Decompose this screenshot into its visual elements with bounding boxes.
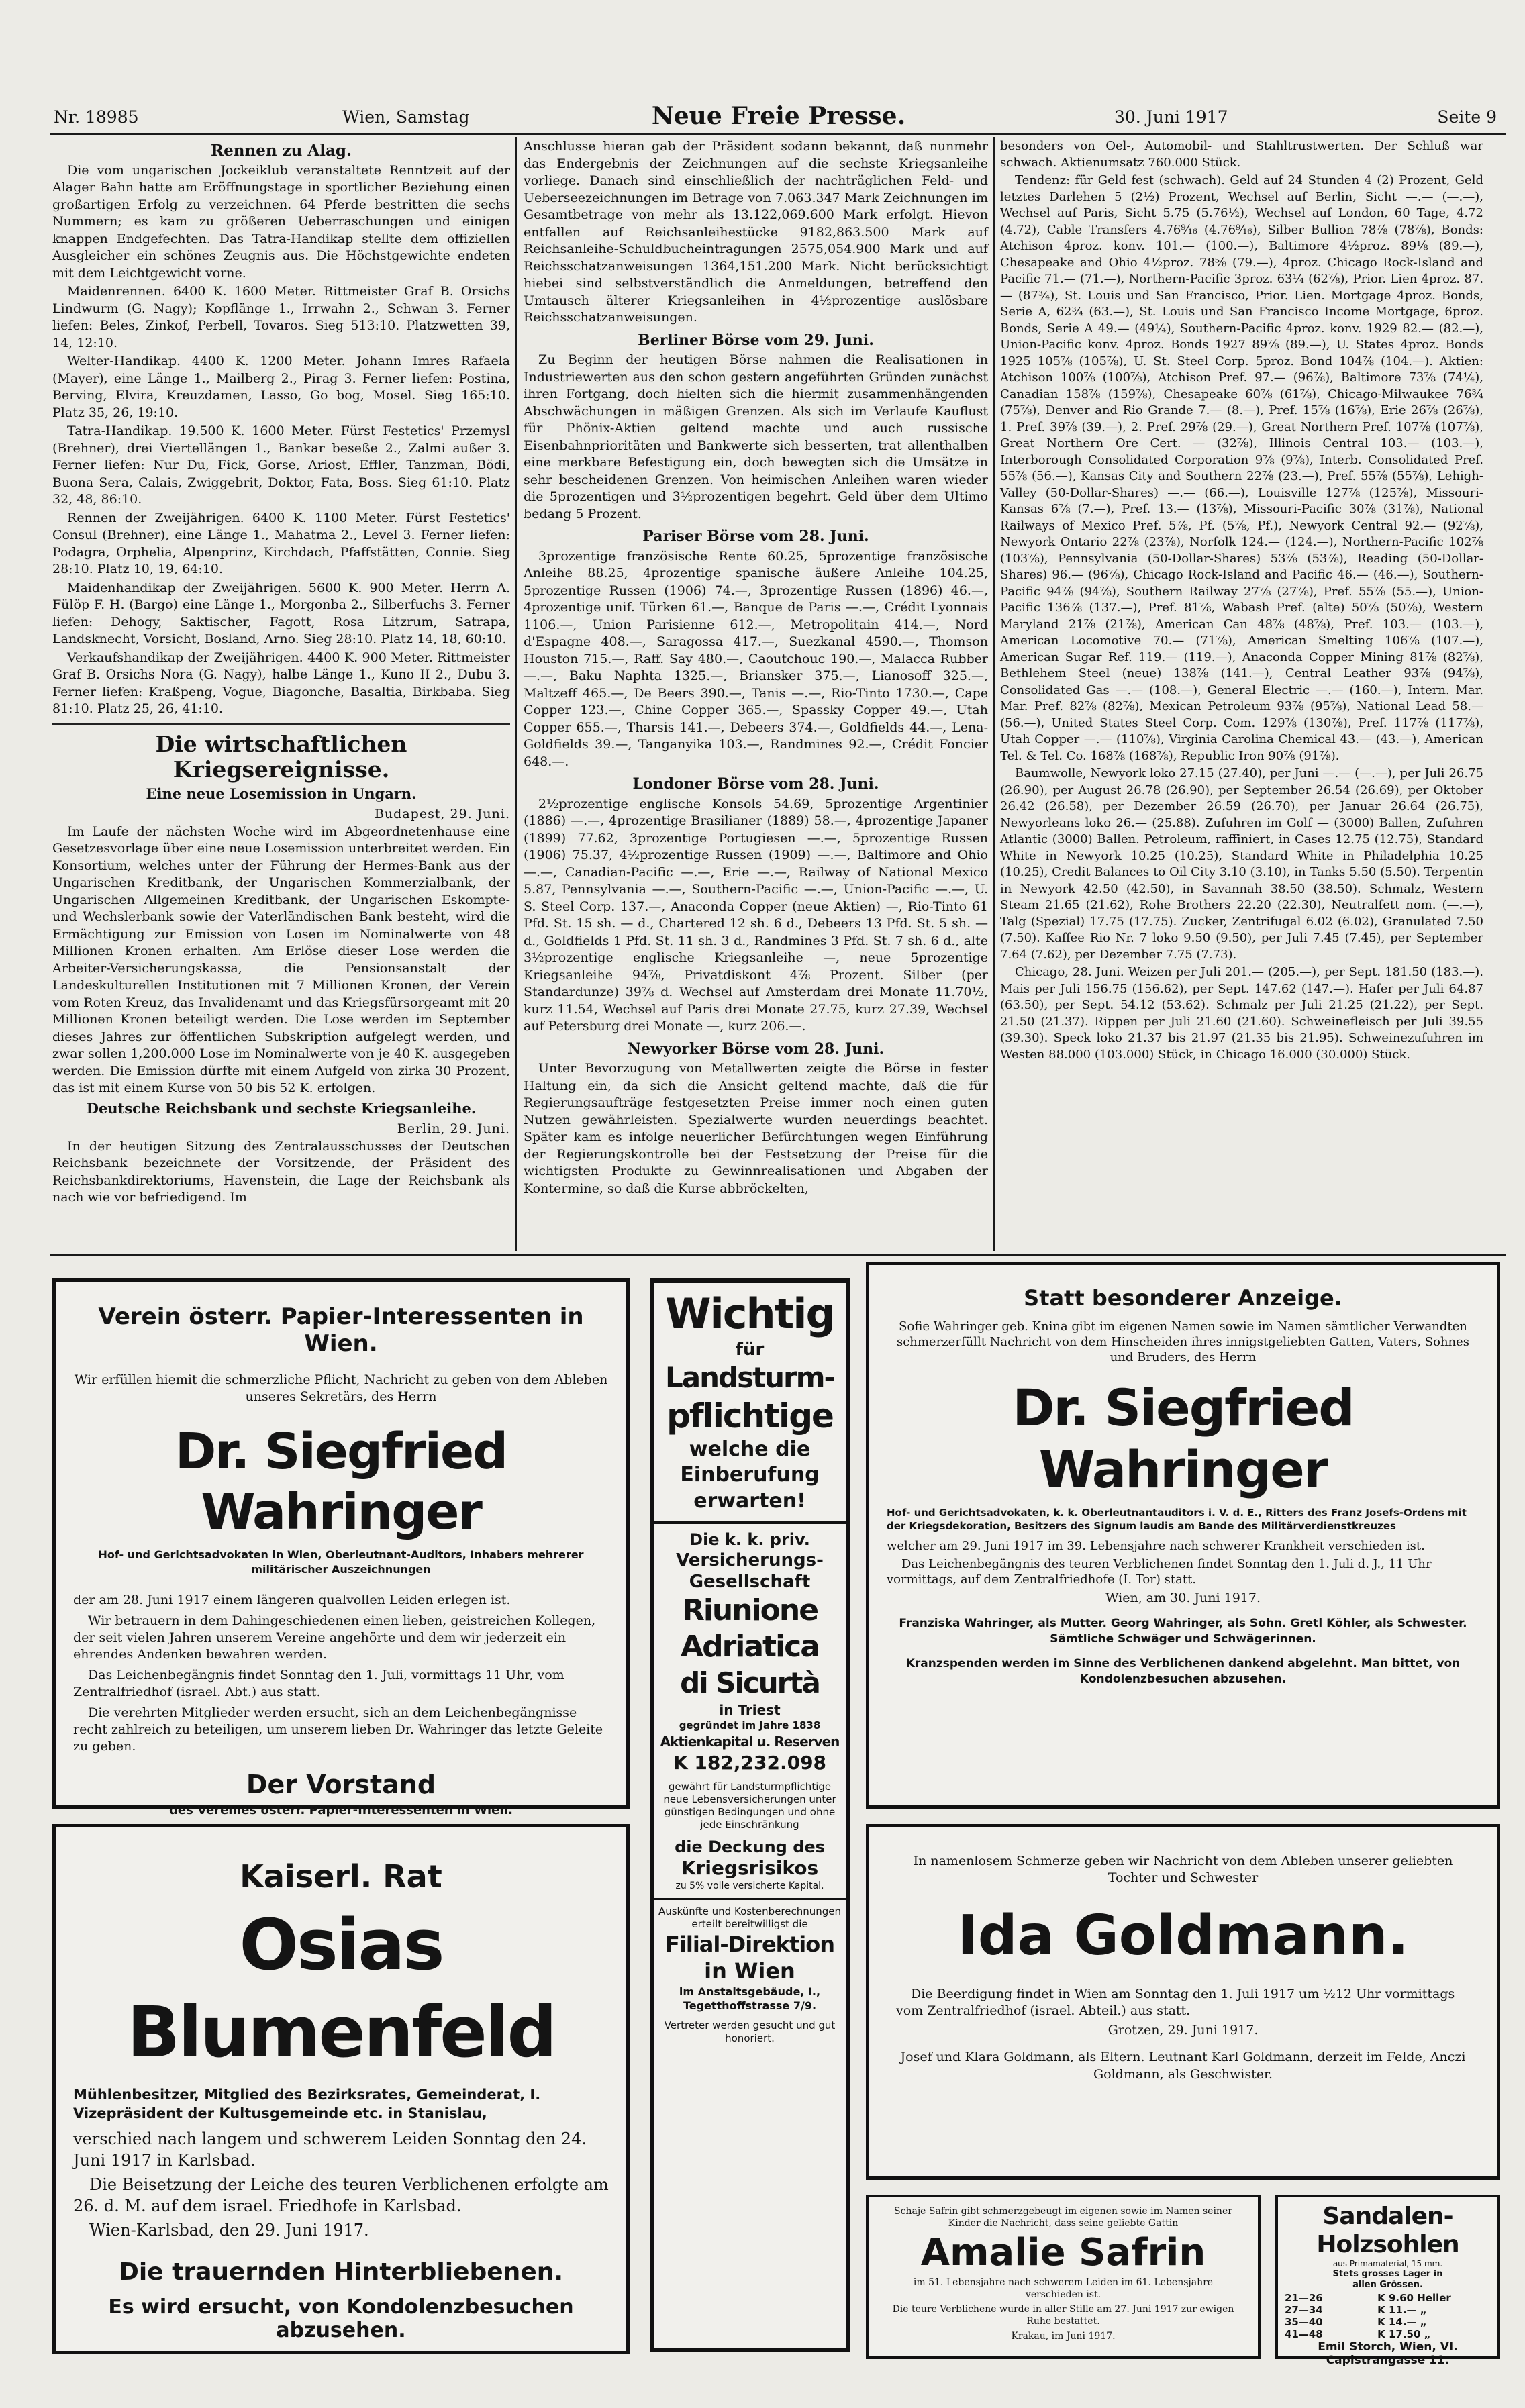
price-size: 41—48 — [1285, 2328, 1323, 2340]
notice-request: Kranzspenden werden im Sinne des Verblichenen dankend abgelehnt. Man bittet, von Kondolenzbesuchen abzusehen. — [905, 1657, 1461, 1686]
price-row — [1285, 2304, 1491, 2316]
notice-died: der am 28. Juni 1917 einem längeren qualvollen Leiden erlegen ist. — [73, 1593, 511, 1607]
ad-text: welche die — [689, 1438, 811, 1461]
ad-text: die Deckung des — [675, 1838, 825, 1856]
notice-title: Statt besonderer Anzeige. — [1024, 1285, 1342, 1311]
notice-text: im 51. Lebensjahre nach schwerem Leiden im 61. Lebensjahre verschieden ist. — [913, 2277, 1214, 2300]
notice-signature: Der Vorstand — [246, 1770, 436, 1799]
price-size: 27—34 — [1285, 2304, 1323, 2316]
notice-title: Verein österr. Papier-Interessenten in Wien. — [98, 1303, 584, 1357]
notice-text: verschied nach langem und schwerem Leiden Sonntag den 24. Juni 1917 in Karlsbad. — [73, 2129, 587, 2170]
notice-died: welcher am 29. Juni 1917 im 39. Lebensjahre nach schwerer Krankheit verschieden ist. — [887, 1539, 1425, 1553]
notice-place: Grotzen, 29. Juni 1917. — [1108, 2023, 1259, 2038]
sandals-ad — [1275, 2195, 1500, 2367]
deceased-role: Mühlenbesitzer, Mitglied des Bezirksrates, Gemeinderat, I. Vizepräsident der Kultusgemeinde etc. in Stanislau, — [73, 2087, 541, 2121]
price-row — [1285, 2292, 1491, 2304]
paragraph: Tendenz: für Geld fest (schwach). Geld auf 24 Stunden 4 (2) Prozent, Geld letztes Darlehen 5 (2½) Prozent, Wechsel auf Berlin, Sicht —.— (—.—), Wechsel auf Paris, Sicht 5.75 (5.76½), Wechsel auf London, 60 Tage, 4.72 (4.72), Cable Transfers 4.76⁹⁄₁₆ (4.76⁹⁄₁₆), Silber Bullion 78⅞ (78⅞), Bonds: Atchison 4proz. konv. 101.— (100.—), Baltimore 4½proz. 89⅛ (89.—), Chesapeake and Ohio 4½proz. 78⅝ (79.—), 4proz. Chicago Rock-Island and Pacific 71.— (71.—), Northern-Pacific 3proz. 63¼ (62⅞), Prior. Lien 4proz. 87.— (87¾), St. Louis und San Francisco, Prior. Lien. Mortgage 4proz. Bonds, Serie A, 62¾ (63.—), St. Louis und San Francisco Income Mortgage, 6proz. Bonds, Serie A 49.— (49¼), Southern-Pacific 4proz. konv. 1929 82.— (82.—), Union-Pacific konv. 4proz. Bonds 1927 89⅞ (89.—), U. States 4proz. Bonds 1925 105⅞ (105⅞), U. St. Steel Corp. 5proz. Bond 104⅞ (104.—). Aktien: Atchison 100⅞ (100⅞), Atchison Pref. 97.— (96⅞), Baltimore 73⅞ (74¼), Canadian 158⅞ (159⅞), Chesapeake 60⅞ (61⅞), Chicago-Milwaukee 76¾ (75⅞), Denver and Rio Grande 7.— (8.—), Pref. 15⅞ (16⅞), Erie 26⅞ (26⅞), 1. Pref. 39⅞ (39.—), 2. Pref. 29⅞ (29.—), Great Northern Pref. 107⅞ (107⅞), Great Northern Ore Cert. — (32⅞), Illinois Central 103.— (103.—), Interborough Consolidated Corporation 9⅞ (9⅞), Interb. Consolidated Pref. 55⅞ (56.—), Kansas City and Southern 22⅞ (23.—), Pref. 55⅞ (55⅞), Lehigh-Valley (50-Dollar-Shares) —.— (66.—), Louisville 127⅞ (125⅞), Missouri-Kansas 6⅞ (7.—), Pref. 13.— (13⅞), Missouri-Pacific 30⅞ (31⅞), National Railways of Mexico Pref. 5⅞, Pf. (5⅞, Pf.), Newyork Central 92.— (92⅞), Newyork Ontario 22⅞ (23⅞), Norfolk 124.— (124.—), Northern-Pacific 102⅞ (103⅞), Pennsylvania (50-Dollar-Shares) 53⅞ (53⅞), Reading (50-Dollar-Shares) 96.— (96⅞), Chicago Rock-Island and Pacific 46.— (46.—), Southern-Pacific 94⅞ (94⅞), Southern Railway 27⅞ (27⅞), Pref. 55⅞ (55.—), Union-Pacific 136⅞ (137.—), Pref. 81⅞, Wabash Pref. (alte) 50⅞ (50⅞), Western Maryland 21⅞ (21⅞), American Can 48⅞ (48⅞), Pref. 103.— (103.—), American Locomotive 70.— (71⅞), American Smelting 106⅞ (107.—), American Sugar Ref. 119.— (119.—), Anaconda Copper Mining 81⅞ (82⅞), Bethlehem Steel (neue) 138⅞ (141.—), Central Leather 93⅞ (94⅞), Consolidated Gas —.— (108.—), General Electric —.— (160.—), Intern. Mar. Mar. Pref. 82⅞ (82⅞), Mexican Petroleum 93⅞ (95⅞), National Lead 58.— (56.—), United States Steel Corp. Com. 129⅞ (130⅞), Pref. 117⅞ (117⅞), Utah Copper —.— (110⅞), Virginia Carolina Chemical 43.— (43.—), American Tel. & Tel. Co. 168⅞ (168⅞), Republic Iron 90⅞ (91⅞). — [1000, 173, 1483, 763]
ad-text: erwarten! — [693, 1489, 806, 1513]
death-notice-goldmann — [866, 1824, 1500, 2180]
article-title: Pariser Börse vom 28. Juni. — [642, 528, 869, 545]
ad-text: gewährt für Landsturmpflichtige neue Lebensversicherungen unter günstigen Bedingungen und ohne jede Einschränkung — [663, 1780, 836, 1831]
ad-text: Landsturm- — [665, 1361, 834, 1394]
ad-text: aus Primamaterial, 15 mm. — [1332, 2259, 1443, 2268]
ad-text: Stets grosses Lager in — [1332, 2269, 1443, 2279]
notice-place: Wien-Karlsbad, den 29. Juni 1917. — [89, 2221, 369, 2240]
paragraph: Baumwolle, Newyork loko 27.15 (27.40), per Juni —.— (—.—), per Juli 26.75 (26.90), per August 26.78 (26.90), per September 26.54 (26.69), per Oktober 26.42 (26.58), per Dezember 26.59 (26.70), per Januar 26.64 (26.75), Newyorleans loko 26.— (25.88). Zufuhren im Golf — (3000) Ballen, Zufuhren Atlantic (3000) Ballen. Petroleum, raffiniert, in Cases 12.75 (12.75), Standard White in Newyork 10.25 (10.25), Standard White in Philadelphia 10.25 (10.25), Credit Balances to Oil City 3.10 (3.10), in Tanks 5.50 (5.50). Terpentin in Newyork 42.50 (42.50), in Savannah 38.50 (38.50). Schmalz, Western Steam 21.65 (21.62), Rohe Brothers 22.20 (22.30), Neutralfett nom. (—.—), Talg (Spezial) 17.75 (17.75). Zucker, Zentrifugal 6.02 (6.02), Granulated 7.50 (7.50). Kaffee Rio Nr. 7 loko 9.50 (9.50), per Juli 7.45 (7.45), per September 7.64 (7.62), per Dezember 7.75 (7.73). — [1000, 766, 1483, 962]
article-title: Berliner Börse vom 29. Juni. — [638, 331, 874, 349]
article-subtitle: Deutsche Reichsbank und sechste Kriegsanleihe. — [86, 1099, 477, 1117]
ad-text: im Anstaltsgebäude, I., Tegetthoffstrasse 7/9. — [679, 1985, 821, 2012]
price-value: K 9.60 Heller — [1377, 2292, 1451, 2304]
ad-headline: Sandalen- — [1322, 2203, 1453, 2230]
death-notice-blumenfeld — [52, 1824, 630, 2354]
notice-family: Franziska Wahringer, als Mutter. Georg Wahringer, als Sohn. Gretl Köhler, als Schwester. Sämtliche Schwäger und Schwägerinnen. — [899, 1617, 1467, 1646]
paragraph: Tatra-Handikap. 19.500 K. 1600 Meter. Fürst Festetics' Przemysl (Brehner), drei Viertellängen 1., Bankar beseße 2., Zalmi außer 3. Ferner liefen: Nur Du, Fick, Gorse, Ariost, Effler, Tanzman, Bödi, Buona Sera, Calais, Zwiggebrit, Doktor, Fata, Boss. Sieg 61:10. Platz 32, 48, 86:10. — [52, 423, 510, 507]
ad-text: Einberufung — [680, 1463, 820, 1487]
notice-mourn: Wir betrauern in dem Dahingeschiedenen einen lieben, geistreichen Kollegen, der seit vielen Jahren unserem Vereine angehörte und dem wir jederzeit ein ehrendes Andenken bewahren werden. — [73, 1613, 596, 1662]
paragraph: Chicago, 28. Juni. Weizen per Juli 201.— (205.—), per Sept. 181.50 (183.—). Mais per Juli 156.75 (156.62), per Sept. 147.62 (147.—). Hafer per Juli 64.87 (63.50), per Sept. 54.12 (53.62). Schmalz per Juli 21.25 (21.22), per Sept. 21.50 (21.37). Rippen per Juli 21.60 (21.60). Schweinefleisch per Juli 39.55 (39.30). Speck loko 21.37 bis 21.97 (21.35 bis 21.95). Schweinezufuhren im Westen 88.000 (103.000) Stück, in Chicago 16.000 (30.000) Stück. — [1000, 965, 1483, 1062]
company-name: di Sicurtà — [680, 1666, 820, 1699]
paragraph: Maidenhandikap der Zweijährigen. 5600 K. 900 Meter. Herrn A. Fülöp F. H. (Bargo) eine Länge 1., Morgonba 2., Silberfuchs 3. Ferner liefen: Dehogy, Saktischer, Fagott, Rosa Litzrum, Satrapa, Landsknecht, Vorsicht, Bosland, Arno. Sieg 28:10. Platz 14, 18, 60:10. — [52, 580, 510, 646]
article-title: Rennen zu Alag. — [211, 142, 352, 160]
column-divider — [515, 137, 517, 1251]
price-size: 21—26 — [1285, 2292, 1323, 2304]
ad-firm: Emil Storch, Wien, VI. — [1318, 2340, 1458, 2354]
ad-text: Kriegsrisikos — [681, 1857, 819, 1879]
ad-text: Aktienkapital u. Reserven — [660, 1734, 840, 1750]
deceased-name: Dr. Siegfried Wahringer — [1012, 1378, 1354, 1499]
notice-funeral: Das Leichenbegängnis des teuren Verblichenen findet Sonntag den 1. Juli d. J., 11 Uhr vormittags, auf dem Zentralfriedhofe (I. Tor) statt. — [887, 1557, 1432, 1587]
notice-intro: In namenlosem Schmerze geben wir Nachricht von dem Ableben unserer geliebten Tochter und Schwester — [913, 1854, 1453, 1885]
paragraph: In der heutigen Sitzung des Zentralausschusses der Deutschen Reichsbank bezeichnete der Vorsitzende, der Präsident des Reichsbankdirektoriums, Havenstein, die Lage der Reichsbank als nach wie vor befriedigend. Im — [52, 1138, 510, 1205]
price-value: K 11.— „ — [1377, 2304, 1427, 2316]
column-1 — [52, 138, 510, 1251]
ad-text: für — [735, 1340, 765, 1360]
paragraph: Zu Beginn der heutigen Börse nahmen die Realisationen in Industriewerten aus den schon gestern angeführten Gründen zunächst ihren Fortgang, doch hielten sich die hiermit zusammenhängenden Abschwächungen in mäßigen Grenzen. Als sich im Verlaufe Kauflust für Phönix-Aktien geltend machte und auch russische Eisenbahnprioritäten und Bankwerte sich besserten, trat allenthalben eine merkbare Befestigung ein, doch bewegten sich die Umsätze in sehr bescheidenen Grenzen. Von heimischen Anleihen waren wieder die 5prozentigen und 3½prozentigen begehrt. Geld über dem Ultimo bedang 5 Prozent. — [524, 352, 988, 521]
ad-text: Filial-Direktion — [665, 1932, 834, 1957]
notice-funeral: Die Beisetzung der Leiche des teuren Verblichenen erfolgte am 26. d. M. auf dem israel. Friedhofe in Karlsbad. — [73, 2175, 609, 2215]
price-row — [1285, 2328, 1491, 2340]
notice-funeral: Das Leichenbegängnis findet Sonntag den 1. Juli, vormittags 11 Uhr, vom Zentralfriedhof (israel. Abt.) aus statt. — [73, 1668, 564, 1699]
deceased-role: Hof- und Gerichtsadvokaten, k. k. Oberleutnantauditors i. V. d. E., Ritters des Franz Josefs-Ordens mit der Kriegsdekoration, Besitzers des Signum laudis am Bande des Militärverdienstkreuzes — [887, 1507, 1467, 1532]
deceased-name: Dr. Siegfried Wahringer — [175, 1423, 507, 1541]
notice-intro: Wir erfüllen hiemit die schmerzliche Pflicht, Nachricht zu geben von dem Ableben unseres Sekretärs, des Herrn — [74, 1372, 608, 1404]
ad-text: Versicherungs- — [676, 1550, 824, 1570]
column-2 — [524, 138, 988, 1251]
deceased-name: Osias Blumenfeld — [127, 1904, 555, 2073]
death-notice-family — [866, 1262, 1500, 1809]
paragraph: 3prozentige französische Rente 60.25, 5prozentige französische Anleihe 88.25, 4prozentige spanische äußere Anleihe 104.25, 5prozentige Russen (1906) 74.—, 3prozentige Russen (1896) 46.—, 4prozentige unif. Türken 61.—, Banque de Paris —.—, Crédit Lyonnais 1106.—, Union Parisienne 612.—, Metropolitain 414.—, Nord d'Espagne 408.—, Saragossa 417.—, Suezkanal 4590.—, Thomson Houston 715.—, Raff. Say 480.—, Caoutchouc 190.—, Malacca Rubber —.—, Baku Naphta 1325.—, Briansker 375.—, Lianosoff 325.—, Maltzeff 465.—, De Beers 390.—, Tanis —.—, Rio-Tinto 1730.—, Cape Copper 123.—, Chine Copper 365.—, Spassky Copper 49.—, Utah Copper 655.—, Tharsis 141.—, Debeers 374.—, Goldfields 44.—, Lena-Goldfields 39.—, Tanganyika 103.—, Randmines 92.—, Crédit Foncier 648.—. — [524, 548, 988, 769]
ad-text: in Wien — [704, 1958, 795, 1984]
paragraph: Unter Bevorzugung von Metallwerten zeigte die Börse in fester Haltung ein, da sich die Ansicht geltend machte, daß die für Regierungsaufträge festgesetzten Preise immer noch einen guten Nutzen gewährleisten. Spezialwerte wurden neuerdings beachtet. Später kam es infolge neuerlicher Befürchtungen wegen Einführung der Regierungskontrolle bei der Festsetzung der Preise für die wichtigsten Produkte zu Gewinnrealisationen und Abgaben der Kontermine, so daß die Kurse abbröckelten, — [524, 1061, 988, 1196]
company-name: Adriatica — [681, 1629, 819, 1664]
paragraph: Im Laufe der nächsten Woche wird im Abgeordnetenhause eine Gesetzesvorlage über eine neue Losemission unterbreitet werden. Ein Konsortium, welches unter der Führung der Hermes-Bank aus der Ungarischen Kreditbank, der Ungarischen Kommerzialbank, der Ungarischen Allgemeinen Kreditbank, der Ungarischen Eskompte- und Wechslerbank sowie der Vaterländischen Bank besteht, wird die Ermächtigung zur Emission von Losen im Nominalwerte von 48 Millionen Kronen erhalten. Am Erlöse dieser Lose werden die Arbeiter-Versicherungskassa, die Pensionsanstalt der Landeskulturellen Institutionen mit 7 Millionen Kronen, der Verein vom Roten Kreuz, das Invalidenamt und das Kriegsfürsorgeamt mit 20 Millionen Kronen beteiligt werden. Die Lose werden im September dieses Jahres zur öffentlichen Subskription aufgelegt werden, und zwar sollen 1,200.000 Lose im Nominalwerte von je 40 K. ausgegeben werden. Die Emission dürfte mit einem Aufgeld von zirka 30 Prozent, das ist mit einem Kurse von 50 bis 52 K. erfolgen. — [52, 823, 510, 1095]
ad-text: Vertreter werden gesucht und gut honoriert. — [664, 2019, 836, 2044]
notice-intro: Schaje Safrin gibt schmerzgebeugt im eigenen sowie im Namen seiner Kinder die Nachricht, dass seine geliebte Gattin — [894, 2206, 1232, 2229]
notice-request: Die verehrten Mitglieder werden ersucht, sich an dem Leichenbegängnisse recht zahlreich zu beteiligen, um unserem lieben Dr. Wahringer das letzte Geleite zu geben. — [73, 1705, 603, 1754]
notice-family: Josef und Klara Goldmann, als Eltern. Leutnant Karl Goldmann, derzeit im Felde, Anczi Goldmann, als Geschwister. — [900, 2050, 1466, 2082]
dateline: Berlin, 29. Juni. — [397, 1121, 510, 1136]
price-row — [1285, 2316, 1491, 2328]
notice-signature-sub: des Vereines österr. Papier-Interessenten in Wien. — [168, 1803, 513, 1817]
notice-signature: Die trauernden Hinterbliebenen. — [118, 2258, 564, 2286]
ad-text: gegründet im Jahre 1838 — [679, 1719, 821, 1732]
ad-text: Die k. k. priv. — [689, 1530, 810, 1549]
ad-text: Auskünfte und Kostenberechnungen erteilt bereitwilligst die — [658, 1905, 842, 1930]
page-number: Seite 9 — [1437, 107, 1497, 127]
ad-text: K 182,232.098 — [673, 1752, 827, 1774]
section-title: Die wirtschaftlichen Kriegsereignisse. — [155, 730, 407, 783]
paragraph: besonders von Oel-, Automobil- und Stahltrustwerten. Der Schluß war schwach. Aktienumsatz 760.000 Stück. — [1000, 139, 1483, 170]
paragraph: Welter-Handikap. 4400 K. 1200 Meter. Johann Imres Rafaela (Mayer), eine Länge 1., Mailberg 2., Pirag 3. Ferner liefen: Postina, Berving, Elvira, Kreuzdamen, Lasso, Go bog, Mosel. Sieg 165:10. Platz 35, 26, 19:10. — [52, 354, 510, 420]
issue-number: Nr. 18985 — [54, 107, 139, 127]
ad-text: in Triest — [719, 1702, 781, 1718]
price-size: 35—40 — [1285, 2316, 1323, 2328]
paragraph: Rennen der Zweijährigen. 6400 K. 1100 Meter. Fürst Festetics' Consul (Brehner), eine Länge 1., Mahatma 2., Level 3. Ferner liefen: Podagra, Orphelia, Alpenprinz, Kirchdach, Pfaffstätten, Connie. Sieg 28:10. Platz 10, 19, 64:10. — [52, 510, 510, 576]
ads-rule — [50, 1254, 1506, 1256]
article-title: Londoner Börse vom 28. Juni. — [632, 775, 879, 793]
dateline: Budapest, 29. Juni. — [374, 807, 510, 821]
price-value: K 17.50 „ — [1377, 2328, 1431, 2340]
article-title: Newyorker Börse vom 28. Juni. — [627, 1040, 885, 1058]
masthead: Neue Freie Presse. — [651, 102, 906, 130]
ad-headline: Holzsohlen — [1316, 2231, 1459, 2258]
death-notice-verein — [52, 1278, 630, 1817]
issue-day: Wien, Samstag — [342, 107, 470, 127]
article-subtitle: Eine neue Losemission in Ungarn. — [146, 785, 417, 802]
paragraph: Anschlusse hieran gab der Präsident sodann bekannt, daß nunmehr das Endergebnis der Zeichnungen auf die sechste Kriegsanleihe vorliege. Danach sind einschließlich der nachträglichen Feld- und Ueberseezeichnungen im Betrage von 7.063.347 Mark Zeichnungen im Gesamtbetrage von mehr als 13.122,069.600 Mark erfolgt. Hievon entfallen auf Reichsanleihestücke 9182,863.500 Mark auf Reichsanleihe-Schuldbucheintragungen 2575,054.900 Mark und auf Reichsschatzanweisungen 1364,151.200 Mark. Nicht berücksichtigt hiebei sind selbstverständlich die Anmeldungen, betreffend den Umtausch älterer Kriegsanleihen in 4½prozentige auslösbare Reichsschatzanweisungen. — [524, 139, 988, 325]
paragraph: Maidenrennen. 6400 K. 1600 Meter. Rittmeister Graf B. Orsichs Lindwurm (G. Nagy); Kopflänge 1., Irrwahn 2., Schwan 3. Ferner liefen: Beles, Zinkof, Perbell, Tovaros. Sieg 513:10. Platzwetten 39, 14, 12:10. — [52, 284, 510, 350]
ad-address: Capistrangasse 11. — [1326, 2354, 1450, 2367]
ad-text: pflichtige — [667, 1397, 833, 1436]
deceased-role: Hof- und Gerichtsadvokaten in Wien, Oberleutnant-Auditors, Inhabers mehrerer militärischer Auszeichnungen — [98, 1548, 584, 1576]
notice-intro: Sofie Wahringer geb. Knina gibt im eigenen Namen sowie im Namen sämtlicher Verwandten schmerzerfüllt Nachricht von dem Hinscheiden ihres innigstgeliebten Gatten, Vaters, Sohnes und Bruders, des Herrn — [896, 1319, 1470, 1364]
notice-funeral: Die teure Verblichene wurde in aller Stille am 27. Juni 1917 zur ewigen Ruhe bestattet. — [892, 2304, 1234, 2327]
ad-text: allen Grössen. — [1352, 2280, 1423, 2290]
notice-place: Krakau, im Juni 1917. — [1011, 2331, 1116, 2342]
deceased-name: Amalie Safrin — [920, 2231, 1206, 2274]
paragraph: Verkaufshandikap der Zweijährigen. 4400 K. 900 Meter. Rittmeister Graf B. Orsichs Nora (G. Nagy), halbe Länge 1., Kuno II 2., Dubu 3. Ferner liefen: Kraßpeng, Vogue, Biagonche, Basaltia, Birkbaba. Sieg 81:10. Platz 25, 26, 41:10. — [52, 650, 510, 716]
header-rule — [50, 133, 1506, 135]
price-value: K 14.— „ — [1377, 2316, 1427, 2328]
notice-title: Kaiserl. Rat — [240, 1858, 442, 1895]
column-3 — [1000, 138, 1483, 1251]
insurance-ad-riunione — [650, 1278, 850, 2352]
notice-place: Wien, am 30. Juni 1917. — [1105, 1591, 1261, 1605]
issue-date: 30. Juni 1917 — [1114, 107, 1228, 127]
paragraph: Die vom ungarischen Jockeiklub veranstaltete Renntzeit auf der Alager Bahn hatte am Eröffnungstage in sportlicher Beziehung einen großartigen Erfolg zu verzeichnen. 64 Pferde bestritten die sechs Nummern; es kam zu größeren Ueberraschungen und einigen knappen Endgefechten. Das Tatra-Handikap stellte dem offiziellen Ausgleicher ein schönes Zeugnis aus. Die Höchstgewichte endeten mit dem Leichtgewicht vorne. — [52, 162, 510, 281]
column-divider — [993, 137, 995, 1251]
ad-text: Gesellschaft — [689, 1572, 811, 1592]
paragraph: 2½prozentige englische Konsols 54.69, 5prozentige Argentinier (1886) —.—, 4prozentige Brasilianer (1889) 58.—, 4prozentige Japaner (1899) 77.62, 3prozentige Portugiesen —.—, 5prozentige Russen (1906) 75.37, 4½prozentige Russen (1909) —.—, Baltimore and Ohio —.—, Canadian-Pacific —.—, Erie —.—, Railway of National Mexico 5.87, Pennsylvania —.—, Southern-Pacific —.—, Union-Pacific —.—, U. S. Steel Corp. 137.—, Anaconda Copper (neue Aktien) —, Rio-Tinto 61 Pfd. St. 15 sh. — d., Chartered 12 sh. 6 d., Debeers 13 Pfd. St. 5 sh. — d., Goldfields 1 Pfd. St. 11 sh. 3 d., Randmines 3 Pfd. St. 7 sh. 6 d., alte 3½prozentige englische Kriegsanleihe —, neue 5prozentige Kriegsanleihe 94⅞, Privatdiskont 4⅞ Prozent. Silber (per Standardunze) 39⅞ d. Wechsel auf Amsterdam drei Monate 11.70½, kurz 11.54, Wechsel auf Paris drei Monate 27.75, kurz 27.39, Wechsel auf Petersburg drei Monate —, kurz 206.—. — [524, 796, 988, 1034]
company-name: Riunione — [681, 1593, 818, 1627]
notice-funeral: Die Beerdigung findet in Wien am Sonntag den 1. Juli 1917 um ½12 Uhr vormittags vom Zentralfriedhof (israel. Abteil.) aus statt. — [896, 1987, 1455, 2018]
ad-text: zu 5% volle versicherte Kapital. — [675, 1880, 824, 1891]
death-notice-safrin — [866, 2195, 1261, 2359]
ad-headline: Wichtig — [665, 1289, 834, 1338]
deceased-name: Ida Goldmann. — [957, 1904, 1409, 1968]
notice-request: Es wird ersucht, von Kondolenzbesuchen abzusehen. — [108, 2295, 574, 2342]
